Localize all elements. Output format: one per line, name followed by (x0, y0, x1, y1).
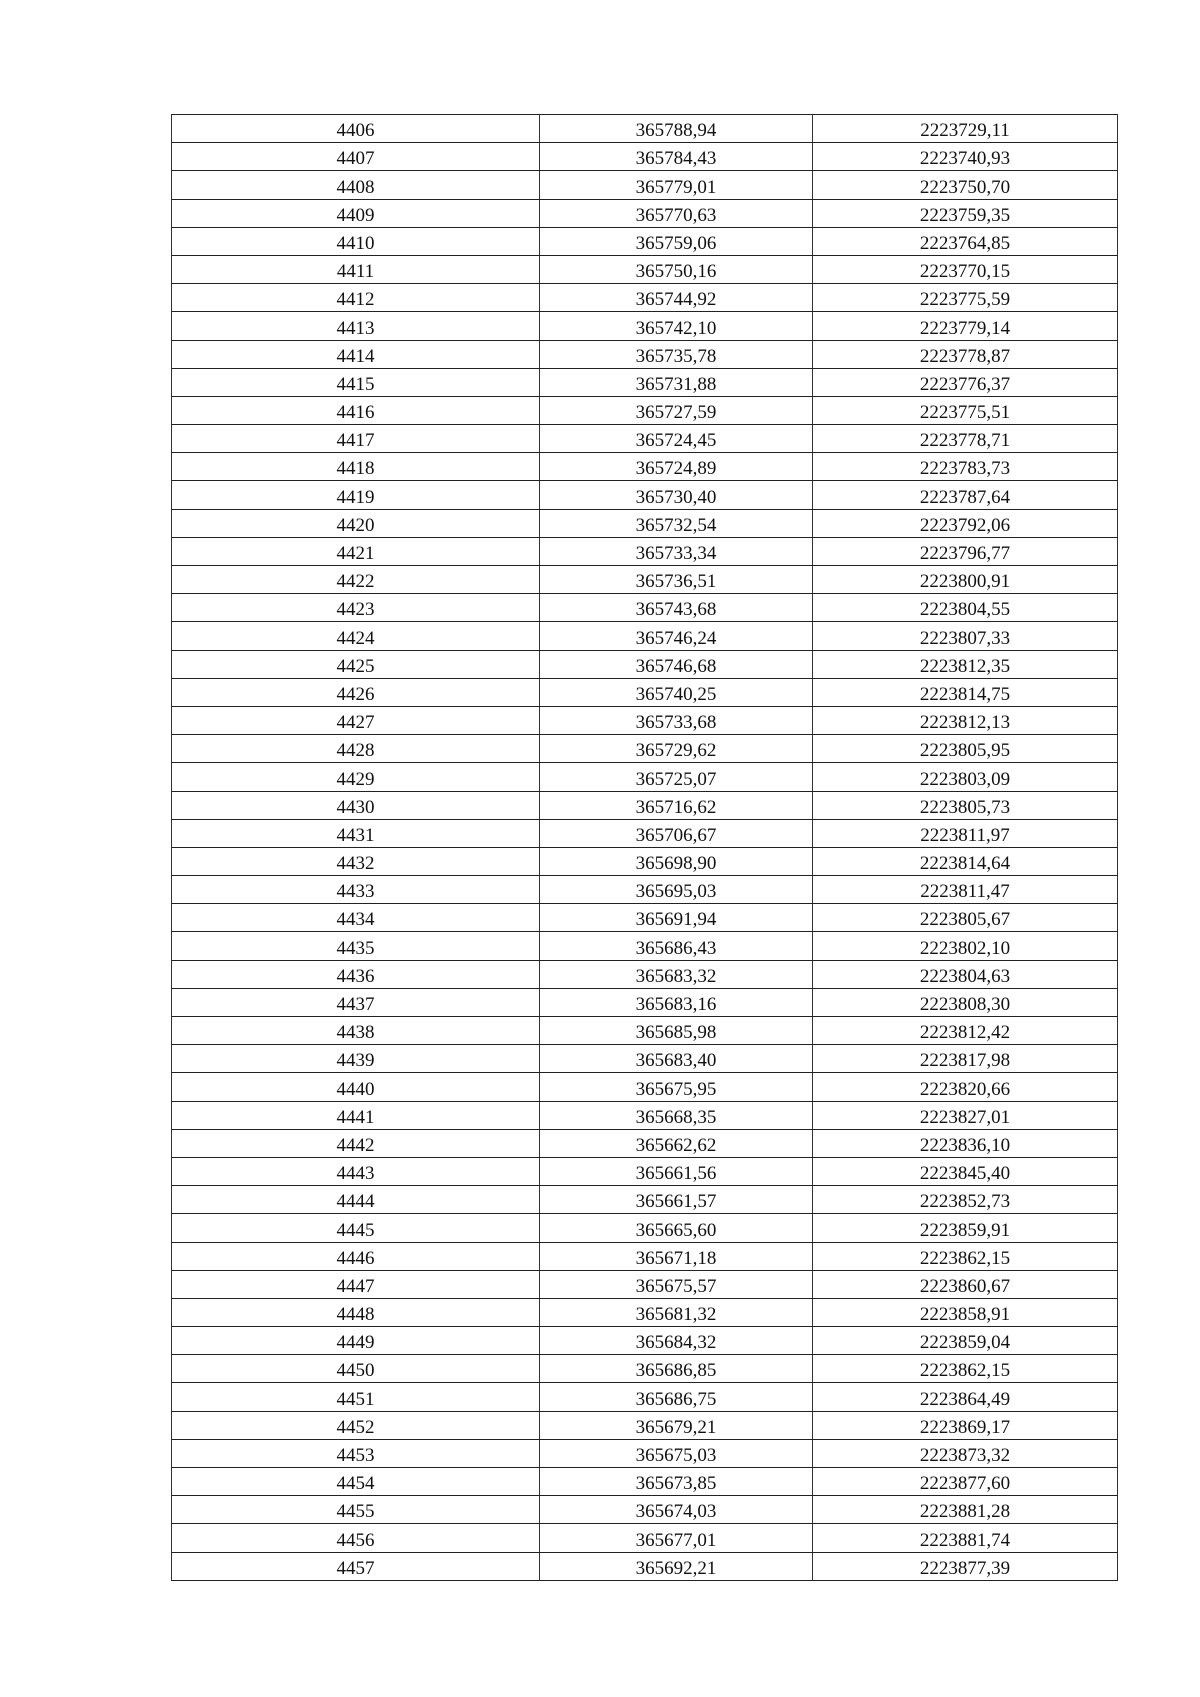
y-coordinate-cell: 2223803,09 (813, 763, 1118, 791)
y-coordinate-cell: 2223862,15 (813, 1355, 1118, 1383)
x-coordinate-cell: 365736,51 (540, 566, 813, 594)
table-row (172, 1439, 1118, 1467)
point-number-cell: 4410 (172, 227, 540, 255)
x-coordinate-cell: 365662,62 (540, 1129, 813, 1157)
y-coordinate-cell: 2223860,67 (813, 1270, 1118, 1298)
x-coordinate-cell: 365724,89 (540, 453, 813, 481)
table-row (172, 481, 1118, 509)
y-coordinate-cell: 2223805,95 (813, 735, 1118, 763)
y-coordinate-cell: 2223869,17 (813, 1411, 1118, 1439)
y-coordinate-cell: 2223804,63 (813, 960, 1118, 988)
point-number-cell: 4439 (172, 1045, 540, 1073)
x-coordinate-cell: 365673,85 (540, 1468, 813, 1496)
table-row (172, 1186, 1118, 1214)
x-coordinate-cell: 365683,32 (540, 960, 813, 988)
y-coordinate-cell: 2223759,35 (813, 199, 1118, 227)
x-coordinate-cell: 365698,90 (540, 847, 813, 875)
point-number-cell: 4441 (172, 1101, 540, 1129)
point-number-cell: 4424 (172, 622, 540, 650)
table-row (172, 876, 1118, 904)
y-coordinate-cell: 2223807,33 (813, 622, 1118, 650)
point-number-cell: 4430 (172, 791, 540, 819)
x-coordinate-cell: 365735,78 (540, 340, 813, 368)
y-coordinate-cell: 2223804,55 (813, 594, 1118, 622)
table-row (172, 1524, 1118, 1552)
table-row (172, 340, 1118, 368)
y-coordinate-cell: 2223808,30 (813, 988, 1118, 1016)
point-number-cell: 4452 (172, 1411, 540, 1439)
x-coordinate-cell: 365770,63 (540, 199, 813, 227)
table-row (172, 1045, 1118, 1073)
x-coordinate-cell: 365788,94 (540, 115, 813, 143)
table-row (172, 115, 1118, 143)
y-coordinate-cell: 2223778,71 (813, 425, 1118, 453)
x-coordinate-cell: 365725,07 (540, 763, 813, 791)
x-coordinate-cell: 365675,95 (540, 1073, 813, 1101)
x-coordinate-cell: 365746,24 (540, 622, 813, 650)
y-coordinate-cell: 2223770,15 (813, 255, 1118, 283)
table-row (172, 1270, 1118, 1298)
y-coordinate-cell: 2223792,06 (813, 509, 1118, 537)
point-number-cell: 4444 (172, 1186, 540, 1214)
x-coordinate-cell: 365706,67 (540, 819, 813, 847)
table-row (172, 594, 1118, 622)
table-row (172, 1327, 1118, 1355)
point-number-cell: 4433 (172, 876, 540, 904)
x-coordinate-cell: 365729,62 (540, 735, 813, 763)
x-coordinate-cell: 365744,92 (540, 284, 813, 312)
x-coordinate-cell: 365733,34 (540, 537, 813, 565)
y-coordinate-cell: 2223817,98 (813, 1045, 1118, 1073)
table-row (172, 143, 1118, 171)
table-row (172, 1411, 1118, 1439)
y-coordinate-cell: 2223881,28 (813, 1496, 1118, 1524)
point-number-cell: 4408 (172, 171, 540, 199)
x-coordinate-cell: 365742,10 (540, 312, 813, 340)
y-coordinate-cell: 2223862,15 (813, 1242, 1118, 1270)
table-row (172, 171, 1118, 199)
x-coordinate-cell: 365679,21 (540, 1411, 813, 1439)
x-coordinate-cell: 365784,43 (540, 143, 813, 171)
table-row (172, 1496, 1118, 1524)
y-coordinate-cell: 2223812,35 (813, 650, 1118, 678)
point-number-cell: 4443 (172, 1157, 540, 1185)
x-coordinate-cell: 365724,45 (540, 425, 813, 453)
y-coordinate-cell: 2223864,49 (813, 1383, 1118, 1411)
x-coordinate-cell: 365692,21 (540, 1552, 813, 1580)
table-row (172, 988, 1118, 1016)
y-coordinate-cell: 2223787,64 (813, 481, 1118, 509)
y-coordinate-cell: 2223859,04 (813, 1327, 1118, 1355)
point-number-cell: 4451 (172, 1383, 540, 1411)
table-row (172, 791, 1118, 819)
point-number-cell: 4422 (172, 566, 540, 594)
x-coordinate-cell: 365740,25 (540, 678, 813, 706)
point-number-cell: 4416 (172, 396, 540, 424)
table-row (172, 425, 1118, 453)
x-coordinate-cell: 365750,16 (540, 255, 813, 283)
point-number-cell: 4447 (172, 1270, 540, 1298)
point-number-cell: 4453 (172, 1439, 540, 1467)
y-coordinate-cell: 2223881,74 (813, 1524, 1118, 1552)
table-row (172, 284, 1118, 312)
table-row (172, 1101, 1118, 1129)
point-number-cell: 4437 (172, 988, 540, 1016)
table-row (172, 819, 1118, 847)
y-coordinate-cell: 2223775,59 (813, 284, 1118, 312)
point-number-cell: 4406 (172, 115, 540, 143)
point-number-cell: 4415 (172, 368, 540, 396)
y-coordinate-cell: 2223764,85 (813, 227, 1118, 255)
x-coordinate-cell: 365685,98 (540, 1017, 813, 1045)
x-coordinate-cell: 365730,40 (540, 481, 813, 509)
y-coordinate-cell: 2223802,10 (813, 932, 1118, 960)
x-coordinate-cell: 365743,68 (540, 594, 813, 622)
point-number-cell: 4413 (172, 312, 540, 340)
point-number-cell: 4409 (172, 199, 540, 227)
table-row (172, 368, 1118, 396)
table-row (172, 312, 1118, 340)
y-coordinate-cell: 2223814,75 (813, 678, 1118, 706)
y-coordinate-cell: 2223729,11 (813, 115, 1118, 143)
point-number-cell: 4445 (172, 1214, 540, 1242)
x-coordinate-cell: 365779,01 (540, 171, 813, 199)
table-row (172, 199, 1118, 227)
y-coordinate-cell: 2223845,40 (813, 1157, 1118, 1185)
x-coordinate-cell: 365671,18 (540, 1242, 813, 1270)
point-number-cell: 4418 (172, 453, 540, 481)
table-row (172, 1383, 1118, 1411)
x-coordinate-cell: 365683,40 (540, 1045, 813, 1073)
coordinates-table-body (172, 115, 1118, 1581)
x-coordinate-cell: 365732,54 (540, 509, 813, 537)
point-number-cell: 4428 (172, 735, 540, 763)
table-row (172, 678, 1118, 706)
y-coordinate-cell: 2223820,66 (813, 1073, 1118, 1101)
y-coordinate-cell: 2223778,87 (813, 340, 1118, 368)
y-coordinate-cell: 2223852,73 (813, 1186, 1118, 1214)
point-number-cell: 4432 (172, 847, 540, 875)
y-coordinate-cell: 2223811,97 (813, 819, 1118, 847)
y-coordinate-cell: 2223859,91 (813, 1214, 1118, 1242)
x-coordinate-cell: 365686,85 (540, 1355, 813, 1383)
point-number-cell: 4456 (172, 1524, 540, 1552)
x-coordinate-cell: 365684,32 (540, 1327, 813, 1355)
table-row (172, 1073, 1118, 1101)
point-number-cell: 4407 (172, 143, 540, 171)
point-number-cell: 4411 (172, 255, 540, 283)
y-coordinate-cell: 2223779,14 (813, 312, 1118, 340)
point-number-cell: 4450 (172, 1355, 540, 1383)
x-coordinate-cell: 365731,88 (540, 368, 813, 396)
y-coordinate-cell: 2223814,64 (813, 847, 1118, 875)
x-coordinate-cell: 365746,68 (540, 650, 813, 678)
table-row (172, 453, 1118, 481)
x-coordinate-cell: 365716,62 (540, 791, 813, 819)
point-number-cell: 4457 (172, 1552, 540, 1580)
table-row (172, 622, 1118, 650)
point-number-cell: 4426 (172, 678, 540, 706)
y-coordinate-cell: 2223800,91 (813, 566, 1118, 594)
table-row (172, 650, 1118, 678)
y-coordinate-cell: 2223836,10 (813, 1129, 1118, 1157)
table-row (172, 1242, 1118, 1270)
point-number-cell: 4423 (172, 594, 540, 622)
point-number-cell: 4434 (172, 904, 540, 932)
point-number-cell: 4438 (172, 1017, 540, 1045)
point-number-cell: 4435 (172, 932, 540, 960)
table-row (172, 1355, 1118, 1383)
y-coordinate-cell: 2223805,73 (813, 791, 1118, 819)
x-coordinate-cell: 365759,06 (540, 227, 813, 255)
table-row (172, 960, 1118, 988)
table-row (172, 1552, 1118, 1580)
x-coordinate-cell: 365677,01 (540, 1524, 813, 1552)
x-coordinate-cell: 365674,03 (540, 1496, 813, 1524)
y-coordinate-cell: 2223877,39 (813, 1552, 1118, 1580)
point-number-cell: 4412 (172, 284, 540, 312)
table-row (172, 1214, 1118, 1242)
point-number-cell: 4454 (172, 1468, 540, 1496)
table-row (172, 566, 1118, 594)
point-number-cell: 4448 (172, 1298, 540, 1326)
x-coordinate-cell: 365686,75 (540, 1383, 813, 1411)
table-row (172, 1017, 1118, 1045)
point-number-cell: 4419 (172, 481, 540, 509)
point-number-cell: 4431 (172, 819, 540, 847)
point-number-cell: 4440 (172, 1073, 540, 1101)
y-coordinate-cell: 2223783,73 (813, 453, 1118, 481)
x-coordinate-cell: 365668,35 (540, 1101, 813, 1129)
point-number-cell: 4429 (172, 763, 540, 791)
x-coordinate-cell: 365733,68 (540, 706, 813, 734)
point-number-cell: 4442 (172, 1129, 540, 1157)
table-row (172, 1298, 1118, 1326)
point-number-cell: 4414 (172, 340, 540, 368)
x-coordinate-cell: 365683,16 (540, 988, 813, 1016)
coordinates-table (171, 114, 1118, 1581)
table-row (172, 1468, 1118, 1496)
x-coordinate-cell: 365661,57 (540, 1186, 813, 1214)
point-number-cell: 4420 (172, 509, 540, 537)
y-coordinate-cell: 2223776,37 (813, 368, 1118, 396)
point-number-cell: 4425 (172, 650, 540, 678)
y-coordinate-cell: 2223811,47 (813, 876, 1118, 904)
y-coordinate-cell: 2223812,42 (813, 1017, 1118, 1045)
table-row (172, 847, 1118, 875)
y-coordinate-cell: 2223775,51 (813, 396, 1118, 424)
x-coordinate-cell: 365686,43 (540, 932, 813, 960)
point-number-cell: 4449 (172, 1327, 540, 1355)
y-coordinate-cell: 2223877,60 (813, 1468, 1118, 1496)
y-coordinate-cell: 2223750,70 (813, 171, 1118, 199)
x-coordinate-cell: 365661,56 (540, 1157, 813, 1185)
table-row (172, 537, 1118, 565)
point-number-cell: 4446 (172, 1242, 540, 1270)
y-coordinate-cell: 2223812,13 (813, 706, 1118, 734)
point-number-cell: 4417 (172, 425, 540, 453)
y-coordinate-cell: 2223740,93 (813, 143, 1118, 171)
x-coordinate-cell: 365665,60 (540, 1214, 813, 1242)
table-row (172, 227, 1118, 255)
y-coordinate-cell: 2223827,01 (813, 1101, 1118, 1129)
table-row (172, 932, 1118, 960)
x-coordinate-cell: 365695,03 (540, 876, 813, 904)
x-coordinate-cell: 365727,59 (540, 396, 813, 424)
y-coordinate-cell: 2223873,32 (813, 1439, 1118, 1467)
table-row (172, 904, 1118, 932)
point-number-cell: 4427 (172, 706, 540, 734)
y-coordinate-cell: 2223805,67 (813, 904, 1118, 932)
y-coordinate-cell: 2223796,77 (813, 537, 1118, 565)
x-coordinate-cell: 365681,32 (540, 1298, 813, 1326)
table-row (172, 706, 1118, 734)
point-number-cell: 4421 (172, 537, 540, 565)
table-row (172, 1157, 1118, 1185)
x-coordinate-cell: 365691,94 (540, 904, 813, 932)
table-row (172, 255, 1118, 283)
point-number-cell: 4436 (172, 960, 540, 988)
table-row (172, 396, 1118, 424)
x-coordinate-cell: 365675,03 (540, 1439, 813, 1467)
table-row (172, 1129, 1118, 1157)
y-coordinate-cell: 2223858,91 (813, 1298, 1118, 1326)
point-number-cell: 4455 (172, 1496, 540, 1524)
table-row (172, 509, 1118, 537)
x-coordinate-cell: 365675,57 (540, 1270, 813, 1298)
table-row (172, 763, 1118, 791)
table-row (172, 735, 1118, 763)
